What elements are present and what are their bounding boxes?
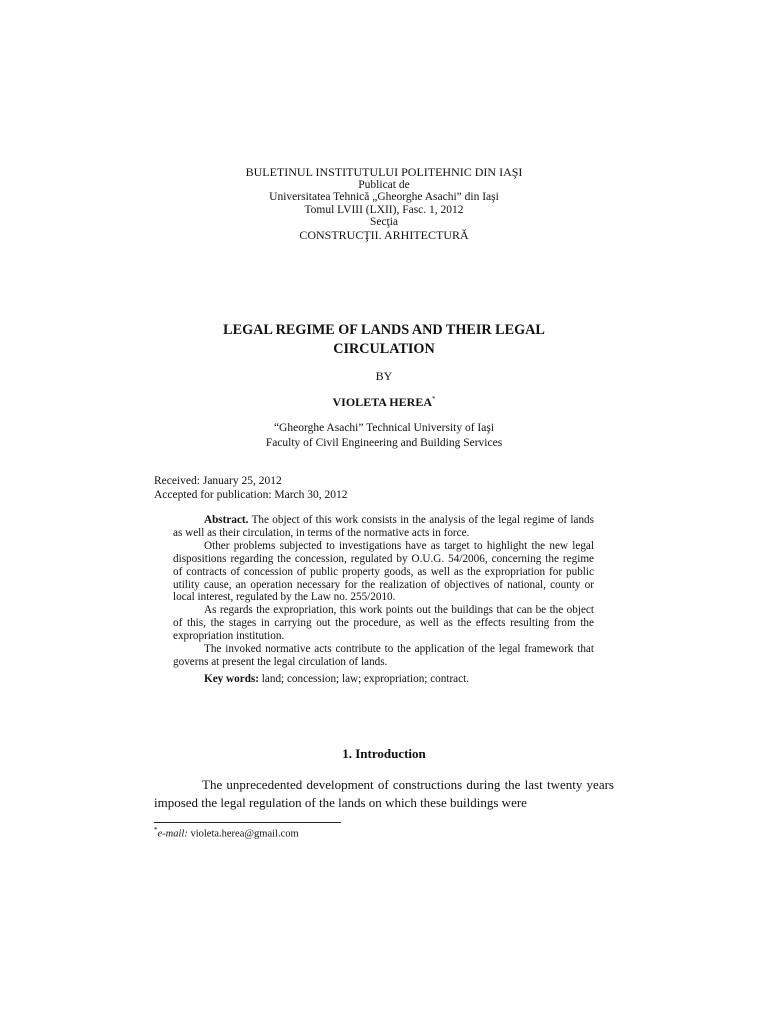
abstract-paragraph-3: As regards the expropriation, this work points out the buildings that can be the object of this, the stages in carrying out the procedure, as well as the effects resulting from the expropriation institution. [173,604,594,643]
title-line-2: CIRCULATION [333,341,435,357]
by-label: BY [375,369,393,383]
keywords-list: land; concession; law; expropriation; contract. [261,672,470,685]
section-name: CONSTRUCŢII. ARHITECTURĂ [299,227,469,242]
introduction-heading: 1. Introduction [342,746,426,761]
affiliation-faculty: Faculty of Civil Engineering and Building Services [265,436,503,449]
university-name: Universitatea Tehnică „Gheorghe Asachi” din Iaşi [269,191,499,203]
title-line-1: LEGAL REGIME OF LANDS AND THEIR LEGAL [223,322,545,338]
received-date: Received: January 25, 2012 [154,475,282,487]
footnote-email: violeta.herea@gmail.com [190,828,299,840]
footnote [154,826,299,840]
author-footnote-mark: * [431,395,436,403]
journal-name: BULETINUL INSTITUTULUI POLITEHNIC DIN IAŞI [245,165,523,179]
accepted-date: Accepted for publication: March 30, 2012 [154,489,348,501]
published-by: Publicat de [358,178,410,191]
abstract-label: Abstract. [204,514,249,526]
section-label: Secţia [369,216,399,228]
keywords [173,673,594,686]
footnote-divider [154,822,341,823]
abstract [173,514,594,686]
footnote-mark: * [154,826,158,834]
abstract-paragraph-1 [173,514,594,540]
author-name-text: VIOLETA HEREA [332,395,432,409]
abstract-paragraph-2: Other problems subjected to investigations have as target to highlight the new legal dispositions regarding the concession, regulated by O.U.G. 54/2006, concerning the regime of contracts of concession of public property goods, as well as the expropriation for public utility cause, an operation necessary for the realization of objectives of national, county or local interest, regulated by the Law no. 255/2010. [173,539,594,604]
abstract-paragraph-4: The invoked normative acts contribute to the application of the legal framework that governs at present the legal circulation of lands. [173,643,594,668]
introduction-body [154,776,614,811]
publication-dates [154,474,348,502]
article-title [154,321,614,359]
keywords-label: Key words: [204,672,259,685]
volume-info: Tomul LVIII (LXII), Fasc. 1, 2012 [304,203,464,216]
author-name [154,395,614,410]
introduction-paragraph: The unprecedented development of constructions during the last twenty years imposed the legal regulation of the lands on which these buildings were [154,777,614,810]
footnote-email-label: e-mail: [157,828,188,840]
affiliation [154,421,614,450]
affiliation-university: “Gheorghe Asachi” Technical University of Iaşi [273,422,495,434]
journal-header [154,166,614,241]
abstract-text-1: The object of this work consists in the analysis of the legal regime of lands as well as their circulation, in terms of the normative acts in force. [173,514,594,539]
